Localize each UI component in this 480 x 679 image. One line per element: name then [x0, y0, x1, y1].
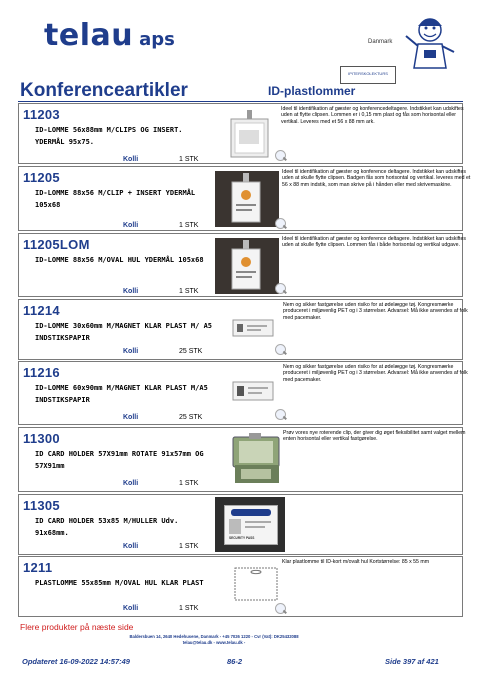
address-line: Baldersbuen 14, 2640 Hedehusene, Danmark - +45 7026 1220 - Cvr (Vat): DK25432088	[129, 634, 299, 639]
product-item	[18, 103, 463, 164]
product-name: ID-LOMME 30x60mm M/MAGNET KLAR PLAST M/ A5 INDSTIKSPAPIR	[35, 322, 213, 342]
updated-timestamp: Opdateret 16-09-2022 14:57:49	[22, 657, 130, 666]
product-description: Nem og sikker fastgørelse uden risiko for at ødelægge tøj. Kongresmærke produceret i miljøvenlig PET og i 3 størrelser. Advarsel: Må ikke anvendes af folk med pacemaker.	[283, 364, 468, 383]
product-image	[215, 238, 279, 294]
kolli-label: Kolli	[123, 414, 139, 421]
product-description: Klar plastlomme til ID-kort m/ovalt hul Kortstørrelse: 85 x 55 mm	[282, 559, 430, 565]
zoom-icon[interactable]	[275, 283, 286, 294]
kolli-label: Kolli	[123, 543, 139, 550]
product-description: Ideel til identifikation af gæster og konferencedeltagere. Indstikket kan udskiftes uden at flytte clipsen. Lommen er i 0,15 mm plast og fås som horisontal eller vertikal. Leveres med et 56 x 88 mm ark.	[281, 106, 464, 125]
product-description: Ideel til identifikation af gæster og konference deltagere. Indstikket kan udskiftes uden at skulle flytte clipsen. Badgen fås som horisontal og vertikal. leveres med et 56 x 88 mm indstik, som man skrive på i hånden eller med skrivemaskine.	[282, 169, 471, 188]
product-image	[229, 316, 277, 340]
page-reference: 86-2	[227, 657, 243, 666]
product-name: ID-LOMME 56x88mm M/CLIPS OG INSERT. YDERMÅL 95x75.	[35, 126, 183, 146]
product-code: 11305	[23, 498, 60, 513]
card-banner	[231, 509, 271, 516]
kolli-label: Kolli	[123, 222, 139, 229]
product-name: ID-LOMME 88x56 M/OVAL HUL YDERMÅL 105x68	[35, 256, 204, 264]
page-count: Side 397 af 421	[385, 657, 439, 666]
header-divider	[18, 101, 463, 102]
product-item	[18, 556, 463, 617]
country-label: Danmark	[368, 39, 393, 45]
product-code: 11205	[23, 170, 60, 185]
product-image	[215, 497, 285, 552]
kolli-label: Kolli	[123, 348, 139, 355]
more-products-notice: Flere produkter på næste side	[20, 622, 134, 632]
telau-logo	[44, 18, 175, 53]
zoom-icon[interactable]	[275, 603, 286, 614]
card-line	[245, 521, 271, 523]
package-quantity: 1 STK	[179, 605, 199, 612]
product-item	[18, 233, 466, 297]
product-name: ID-LOMME 60x90mm M/MAGNET KLAR PLAST M/A5 INDSTIKSPAPIR	[35, 384, 208, 404]
card-label: SECURITY PASS	[229, 536, 255, 540]
product-name: PLASTLOMME 55x85mm M/OVAL HUL KLAR PLAST	[35, 579, 204, 587]
card-photo	[229, 519, 241, 534]
product-image	[229, 378, 277, 404]
package-quantity: 1 STK	[179, 480, 199, 487]
product-item	[18, 361, 468, 425]
product-image	[229, 431, 285, 487]
product-code: 11214	[23, 303, 60, 318]
product-name: ID-LOMME 88x56 M/CLIP + INSERT YDERMÅL 105x68	[35, 189, 196, 209]
zoom-icon[interactable]	[275, 150, 286, 161]
section-subtitle: ID-plastlommer	[268, 84, 356, 98]
product-code: 1211	[23, 560, 53, 575]
package-quantity: 25 STK	[179, 348, 203, 355]
product-code: 11300	[23, 431, 60, 446]
package-quantity: 1 STK	[179, 156, 199, 163]
kolli-label: Kolli	[123, 605, 139, 612]
kolli-label: Kolli	[123, 288, 139, 295]
company-address	[64, 634, 364, 646]
product-description: Prøv vores nye roterende clip, der giver dig øget fleksibilitet samt valget mellem enten horisontal eller vertikal fastgørelse.	[283, 430, 466, 443]
product-code: 11205LOM	[23, 237, 90, 252]
product-item	[18, 299, 468, 360]
product-description: Nem og sikker fastgørelse uden risiko for at ødelægge tøj. Kongresmærke produceret i miljøvenlig PET og i 3 størrelser. Advarsel: Må ikke anvendes af folk med pacemaker.	[283, 302, 468, 321]
product-code: 11203	[23, 107, 60, 122]
logo-main-text: telau	[44, 18, 134, 53]
product-name: ID CARD HOLDER 53x85 M/HULLER Udv. 91x68mm.	[35, 517, 179, 537]
product-image	[233, 564, 279, 604]
product-name: ID CARD HOLDER 57X91mm ROTATE 91x57mm OG 57X91mm	[35, 450, 204, 470]
package-quantity: 1 STK	[179, 543, 199, 550]
package-quantity: 1 STK	[179, 222, 199, 229]
contact-line: telau@telau.dk - www.telau.dk -	[182, 640, 246, 645]
zoom-icon[interactable]	[275, 409, 286, 420]
card-holder	[224, 505, 278, 545]
product-item	[18, 494, 463, 555]
product-image	[215, 171, 279, 227]
product-item	[18, 427, 466, 492]
mascot-illustration	[400, 12, 460, 74]
zoom-icon[interactable]	[275, 218, 286, 229]
product-description: Ideel til identifikation af gæster og konference deltagere. Indstikket kan udskiftes uden at skulle flytte clipsen. Lommen fås i både horisontal og vertikal udgave.	[282, 236, 466, 249]
card-line	[245, 526, 265, 528]
product-code: 11216	[23, 365, 60, 380]
package-quantity: 1 STK	[179, 288, 199, 295]
kolli-label: Kolli	[123, 156, 139, 163]
page-title: Konferenceartikler	[20, 80, 188, 101]
logo-sub-text: aps	[139, 29, 175, 50]
kolli-label: Kolli	[123, 480, 139, 487]
cert-label: IPITERSKOLEKTURS	[348, 71, 388, 76]
certification-badge	[340, 66, 396, 84]
zoom-icon[interactable]	[275, 344, 286, 355]
package-quantity: 25 STK	[179, 414, 203, 421]
product-item	[18, 166, 471, 231]
product-image	[225, 108, 273, 162]
